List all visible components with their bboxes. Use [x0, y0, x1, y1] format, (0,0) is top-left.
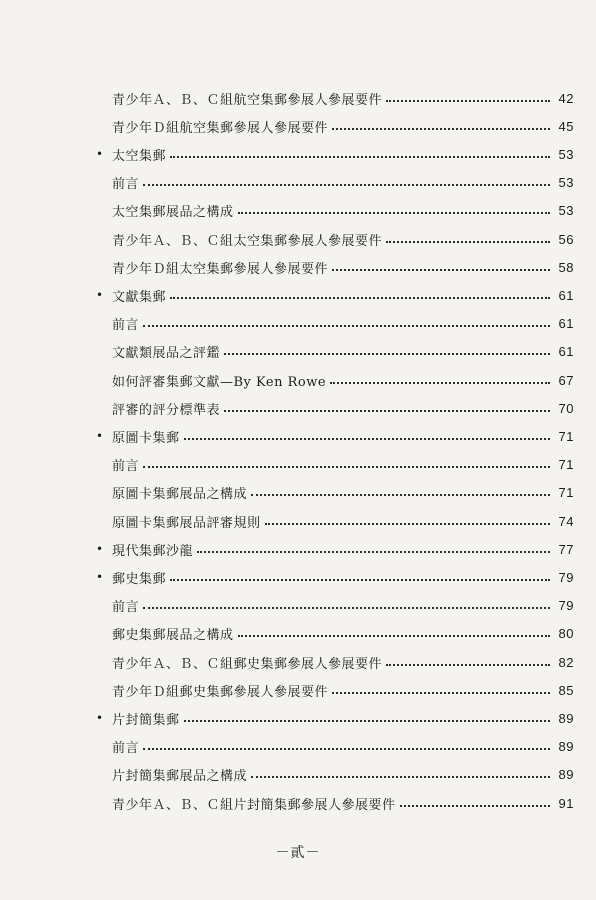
toc-entry	[96, 622, 574, 646]
toc-entry-title: 青少年Ａ、Ｂ、Ｃ組郵史集郵參展人參展要件	[112, 656, 383, 672]
toc-entry	[96, 171, 574, 195]
page-number-footer: －貳－	[275, 845, 321, 861]
toc-entry	[96, 424, 574, 448]
toc-bullet: •	[96, 288, 104, 303]
toc-entry-title: 青少年Ｄ組郵史集郵參展人參展要件	[112, 684, 329, 700]
toc-entry-title: 前言	[112, 318, 140, 334]
toc-entry-page: 53	[558, 146, 574, 162]
toc-entry	[96, 678, 574, 702]
toc-bullet: •	[96, 542, 104, 557]
toc-dot-leader	[386, 240, 550, 243]
toc-dot-leader	[143, 465, 550, 468]
toc-entry-title: 青少年Ａ、Ｂ、Ｃ組太空集郵參展人參展要件	[112, 233, 383, 249]
toc-entry-title: 前言	[112, 741, 140, 757]
toc-entry	[96, 453, 574, 477]
toc-dot-leader	[386, 99, 550, 102]
toc-entry	[96, 791, 574, 815]
toc-bullet: •	[96, 429, 104, 444]
toc-entry	[96, 199, 574, 223]
toc-entry	[96, 481, 574, 505]
toc-entry	[96, 706, 574, 730]
toc-dot-leader	[170, 155, 550, 158]
toc-entry-page: 56	[558, 231, 574, 247]
toc-entry	[96, 735, 574, 759]
toc-entry	[96, 312, 574, 336]
toc-entry-page: 89	[558, 767, 574, 783]
toc-entry-title: 郵史集郵	[112, 571, 167, 587]
toc-entry-page: 91	[558, 795, 574, 811]
toc-entry	[96, 114, 574, 138]
toc-entry	[96, 565, 574, 589]
toc-entry-page: 71	[558, 485, 574, 501]
toc-entry-title: 青少年Ｄ組航空集郵參展人參展要件	[112, 120, 329, 136]
toc-entry	[96, 509, 574, 533]
toc-dot-leader	[332, 691, 550, 694]
toc-entry	[96, 396, 574, 420]
toc-entry	[96, 227, 574, 251]
toc-entry-page: 79	[558, 569, 574, 585]
toc-dot-leader	[170, 578, 550, 581]
toc-entry-page: 89	[558, 739, 574, 755]
toc-entry-title: 片封簡集郵展品之構成	[112, 769, 248, 785]
toc-entry-page: 70	[558, 400, 574, 416]
toc-entry-title: 原圖卡集郵	[112, 430, 180, 446]
toc-entry-page: 53	[558, 175, 574, 191]
toc-entry	[96, 537, 574, 561]
toc-entry-title: 前言	[112, 459, 140, 475]
toc-dot-leader	[332, 268, 550, 271]
toc-bullet: •	[96, 147, 104, 162]
toc-dot-leader	[251, 493, 550, 496]
toc-entry-page: 79	[558, 598, 574, 614]
toc-entry-title: 如何評審集郵文獻—By Ken Rowe	[112, 374, 327, 390]
toc-bullet: •	[96, 570, 104, 585]
toc-entry-page: 67	[558, 372, 574, 388]
toc-entry	[96, 763, 574, 787]
toc-dot-leader	[143, 747, 550, 750]
toc-entry-page: 53	[558, 203, 574, 219]
toc-entry-page: 89	[558, 710, 574, 726]
toc-dot-leader	[184, 719, 550, 722]
toc-entry-page: 61	[558, 316, 574, 332]
toc-entry-page: 58	[558, 259, 574, 275]
toc-dot-leader	[224, 352, 550, 355]
toc-entry-title: 青少年Ｄ組太空集郵參展人參展要件	[112, 261, 329, 277]
toc-entry	[96, 142, 574, 166]
toc-entry-title: 太空集郵展品之構成	[112, 205, 234, 221]
toc-entry-page: 61	[558, 344, 574, 360]
toc-dot-leader	[265, 522, 550, 525]
toc-entry-page: 80	[558, 626, 574, 642]
toc-entry-page: 42	[558, 90, 574, 106]
toc-dot-leader	[238, 211, 550, 214]
toc-entry-title: 青少年Ａ、Ｂ、Ｃ組航空集郵參展人參展要件	[112, 92, 383, 108]
toc-entry-title: 前言	[112, 177, 140, 193]
toc-bullet: •	[96, 711, 104, 726]
toc-entry-title: 郵史集郵展品之構成	[112, 628, 234, 644]
toc-dot-leader	[143, 324, 550, 327]
toc-entry-page: 85	[558, 682, 574, 698]
toc-entry-title: 前言	[112, 600, 140, 616]
toc-entry	[96, 650, 574, 674]
toc-dot-leader	[400, 804, 550, 807]
toc-entry	[96, 594, 574, 618]
toc-entry-page: 82	[558, 654, 574, 670]
toc-entry-title: 原圖卡集郵展品之構成	[112, 487, 248, 503]
toc-entry-page: 45	[558, 118, 574, 134]
toc-entry-title: 原圖卡集郵展品評審規則	[112, 515, 261, 531]
toc-entry	[96, 255, 574, 279]
toc-entry-page: 71	[558, 457, 574, 473]
toc-dot-leader	[143, 606, 550, 609]
toc-entry-page: 77	[558, 541, 574, 557]
toc-entry-title: 現代集郵沙龍	[112, 543, 194, 559]
toc-dot-leader	[197, 550, 550, 553]
toc-entry	[96, 283, 574, 307]
toc-entry	[96, 86, 574, 110]
toc-dot-leader	[143, 183, 550, 186]
toc-entry-page: 74	[558, 513, 574, 529]
toc-dot-leader	[224, 409, 550, 412]
toc-entry-title: 太空集郵	[112, 148, 167, 164]
toc-entry-title: 片封簡集郵	[112, 712, 180, 728]
toc-entry-title: 青少年Ａ、Ｂ、Ｃ組片封簡集郵參展人參展要件	[112, 797, 396, 813]
toc-dot-leader	[330, 381, 550, 384]
toc-entry-title: 文獻類展品之評鑑	[112, 346, 221, 362]
toc-entry-page: 71	[558, 428, 574, 444]
toc-dot-leader	[386, 663, 550, 666]
toc-dot-leader	[238, 634, 550, 637]
toc-entry-page: 61	[558, 287, 574, 303]
toc-dot-leader	[170, 296, 550, 299]
toc-entry	[96, 368, 574, 392]
toc-entry	[96, 340, 574, 364]
toc-dot-leader	[332, 127, 550, 130]
toc-dot-leader	[251, 775, 550, 778]
toc-entry-title: 評審的評分標準表	[112, 402, 221, 418]
toc-entry-title: 文獻集郵	[112, 289, 167, 305]
toc-dot-leader	[184, 437, 550, 440]
